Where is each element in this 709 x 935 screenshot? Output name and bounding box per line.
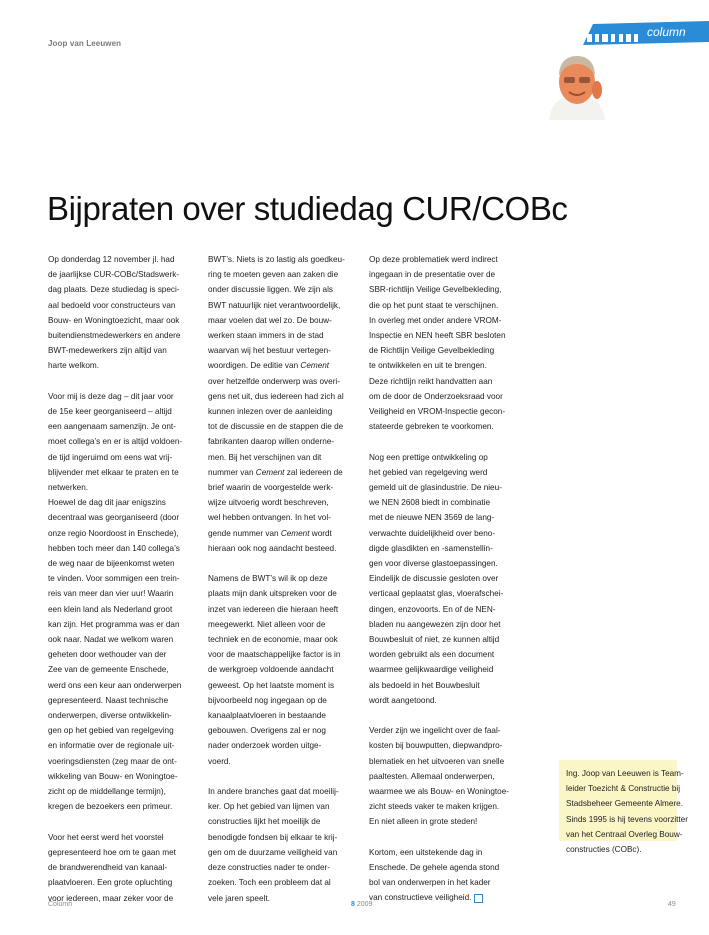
bio-line: van het Centraal Overleg Bouw- xyxy=(566,829,683,839)
text-line: buitendienstmedewerkers en andere xyxy=(48,331,181,341)
text-line: zoeken. Toch een probleem dat al xyxy=(208,878,331,888)
text-line: In andere branches gaat dat moeilij- xyxy=(208,787,339,797)
text-line: bijvoorbeeld nog ingegaan op de xyxy=(208,695,327,705)
bio-line: constructies (COBc). xyxy=(566,845,642,855)
text-line: waarmee we als Bouw- en Woningtoe- xyxy=(369,787,510,797)
text-line: bladen nu aangewezen zijn door het xyxy=(369,619,501,629)
page-number: 49 xyxy=(668,901,676,908)
text-line: stateerde gebreken te voorkomen. xyxy=(369,422,494,432)
text-line: dag plaats. Deze studiedag is speci- xyxy=(48,285,180,295)
text-line: ring te moeten geven aan zaken die xyxy=(208,270,339,280)
text-line: benodigde fondsen bij elkaar te krij- xyxy=(208,832,338,842)
text-line: onderwerpen, diverse ontwikkelin- xyxy=(48,711,172,721)
text-line: gen om de duurzame veiligheid van xyxy=(208,847,338,857)
text-line: we NEN 2608 biedt in combinatie xyxy=(369,498,491,508)
text-line: hieraan ook nog aandacht besteed. xyxy=(208,543,337,553)
text-line: over hetzelfde onderwerp was overi- xyxy=(208,376,340,386)
author-photo xyxy=(547,52,607,120)
bio-line: Sinds 1995 is hij tevens voorzitter xyxy=(566,814,688,824)
text-line: werd ons een keur aan onderwerpen xyxy=(48,680,182,690)
text-line: worden gebruikt als een document xyxy=(369,650,495,660)
text-line: kregen de bezoekers een primeur. xyxy=(48,802,173,812)
text-line: men. Bij het verschijnen van dit xyxy=(208,452,322,462)
paragraph xyxy=(369,450,521,708)
text-line: gen op het gebied van regelgeving xyxy=(48,726,174,736)
text-line: harte welkom. xyxy=(48,361,99,371)
text-line: nummer van Cement zal iedereen de xyxy=(208,467,343,477)
text-line: zicht op de middellange termijn), xyxy=(48,787,166,797)
text-line: een klein land als Nederland groot xyxy=(48,604,173,614)
text-line: Op donderdag 12 november jl. had xyxy=(48,255,175,264)
text-line: voor iedereen, maar zeker voor de xyxy=(48,893,174,903)
text-line: wordt aangetoond. xyxy=(369,695,437,705)
issue-year: 2009 xyxy=(356,901,373,908)
paragraph xyxy=(208,571,358,769)
text-line: wijze uitvoerig wordt beschreven, xyxy=(208,498,329,508)
text-column-2 xyxy=(208,252,358,906)
text-column-1 xyxy=(48,252,198,906)
text-line: om de door de Onderzoeksraad voor xyxy=(369,391,503,401)
text-line: decentraal was georganiseerd (door xyxy=(48,513,180,523)
text-line: de Richtlijn Veilige Gevelbekleding xyxy=(369,346,495,356)
article-title: Bijpraten over studiedag CUR/COBc xyxy=(47,190,568,227)
author-bio-box xyxy=(559,760,688,855)
text-line: Deze richtlijn reikt handvatten aan xyxy=(369,376,493,386)
footer-issue xyxy=(351,901,372,908)
text-line: hebben toch meer dan 140 collega’s xyxy=(48,543,180,553)
text-line: aal bedoeld voor constructeurs van xyxy=(48,300,176,310)
text-line: In overleg met onder andere VROM- xyxy=(369,315,502,325)
text-line: meegewerkt. Niet alleen voor de xyxy=(208,619,326,629)
text-line: Namens de BWT’s wil ik op deze xyxy=(208,574,328,584)
text-line: Eindelijk de discussie gesloten over xyxy=(369,574,499,584)
text-line: nader onderzoek worden uitge- xyxy=(208,741,322,751)
author-name: Joop van Leeuwen xyxy=(48,39,122,48)
text-line: gemeld uit de glasindustrie. De nieu- xyxy=(369,483,502,493)
text-line: te vinden. Voor sommigen een trein- xyxy=(48,574,180,584)
text-line: Op deze problematiek werd indirect xyxy=(369,255,498,264)
text-line: van constructieve veiligheid. xyxy=(369,890,521,905)
text-line: ingegaan in de presentatie over de xyxy=(369,270,496,280)
text-line: te ontwikkelen en uit te brengen. xyxy=(369,361,487,371)
text-line: plaatvloeren. Een grote opluchting xyxy=(48,878,173,888)
text-line: het gebied van regelgeving werd xyxy=(369,467,488,477)
text-line: met de nieuwe NEN 3569 de lang- xyxy=(369,513,495,523)
paragraph xyxy=(48,830,198,906)
text-line: kunnen inlezen over de aanleiding xyxy=(208,407,333,417)
text-line: Kortom, een uitstekende dag in xyxy=(369,847,483,857)
text-line: constructies lijkt het moeilijk de xyxy=(208,817,321,827)
section-label: column xyxy=(647,25,686,39)
text-line: gens net uit, dus iedereen had zich al xyxy=(208,391,344,401)
footer-section: Column xyxy=(48,901,73,908)
text-line: plaats mijn dank uitspreken voor de xyxy=(208,589,337,599)
end-mark-icon xyxy=(474,894,483,903)
text-line: als bedoeld in het Bouwbesluit xyxy=(369,680,480,690)
text-line: gende nummer van Cement wordt xyxy=(208,528,332,538)
text-line: geheten door wethouder van der xyxy=(48,650,167,660)
text-line: die op het punt staat te verschijnen. xyxy=(369,300,499,310)
text-line: En niet alleen in grote steden! xyxy=(369,817,478,827)
text-line: ker. Op het gebied van lijmen van xyxy=(208,802,330,812)
text-line: fabrikanten daarop willen onderne- xyxy=(208,437,335,447)
text-line: de weg naar de bijeenkomst weten xyxy=(48,559,175,569)
text-line: voerd. xyxy=(208,756,231,766)
text-line: verwachte duidelijkheid over beno- xyxy=(369,528,496,538)
text-line: Bouw- en Woningtoezicht, maar ook xyxy=(48,315,180,325)
text-line: geweest. Op het laatste moment is xyxy=(208,680,335,690)
text-line: BWT-medewerkers zijn altijd van xyxy=(48,346,167,356)
paragraph xyxy=(208,784,358,906)
text-line: verticaal geplaatst glas, vloerafschei- xyxy=(369,589,504,599)
text-line: BWT natuurlijk niet verantwoordelijk, xyxy=(208,300,341,310)
text-line: Voor mij is deze dag – dit jaar voor xyxy=(48,391,174,401)
text-line: bol van onderwerpen in het kader xyxy=(369,878,491,888)
text-line: Veiligheid en VROM-Inspectie gecon- xyxy=(369,407,506,417)
text-line: waarvan wij het bestuur vertegen- xyxy=(208,346,331,356)
text-line: Hoewel de dag dit jaar enigszins xyxy=(48,498,166,508)
text-line: Bouwbesluit of niet, ze kunnen altijd xyxy=(369,635,500,645)
text-line: woordigen. De editie van Cement xyxy=(208,361,330,371)
text-line: Verder zijn we ingelicht over de faal- xyxy=(369,726,501,736)
text-line: en informatie over de regionale uit- xyxy=(48,741,175,751)
text-line: blematiek en het uitvoeren van snelle xyxy=(369,756,505,766)
text-line: de tijd ingeruimd om eens wat vrij- xyxy=(48,452,173,462)
text-line: netwerken. xyxy=(48,483,89,493)
paragraph xyxy=(369,723,521,829)
text-line: gepresenteerd hoe om te gaan met xyxy=(48,847,176,857)
text-line: Zee van de gemeente Enschede, xyxy=(48,665,169,675)
bio-line: Ing. Joop van Leeuwen is Team- xyxy=(566,769,684,778)
text-line: gen voor diverse glastoepassingen. xyxy=(369,559,498,569)
text-column-3 xyxy=(369,252,521,906)
text-line: werken staan immers in de stad xyxy=(208,331,324,341)
text-line: Inspectie en NEN heeft SBR besloten xyxy=(369,331,506,341)
paragraph xyxy=(369,845,521,906)
text-line: de brandwerendheid van kanaal- xyxy=(48,863,168,873)
text-line: SBR-richtlijn Veilige Gevelbekleding, xyxy=(369,285,502,295)
text-line: de jaarlijkse CUR-COBc/Stadswerk- xyxy=(48,270,180,280)
paragraph xyxy=(369,252,521,434)
text-line: moet collega’s en er is altijd voldoen- xyxy=(48,437,183,447)
text-line: digde glasdikten en -samenstellin- xyxy=(369,543,493,553)
text-line: een aangenaam samenzijn. Je ont- xyxy=(48,422,176,432)
text-line: onder discussie liggen. We zijn als xyxy=(208,285,333,295)
text-line: Nog een prettige ontwikkeling op xyxy=(369,452,488,462)
text-line: voor de maatschappelijke factor is in xyxy=(208,650,341,660)
text-line: kanaalplaatvloeren in bestaande xyxy=(208,711,326,721)
text-line: paaltesten. Allemaal onderwerpen, xyxy=(369,771,495,781)
issue-number: 8 xyxy=(351,901,355,908)
text-line: Voor het eerst werd het voorstel xyxy=(48,832,164,842)
text-line: waarmee gelijkwaardige veiligheid xyxy=(369,665,494,675)
text-line: zicht steeds vaker te maken krijgen. xyxy=(369,802,500,812)
text-line: dingen, enzovoorts. En of de NEN- xyxy=(369,604,496,614)
text-line: wel hebben ontvangen. In het vol- xyxy=(208,513,331,523)
paragraph xyxy=(48,389,198,815)
paragraph xyxy=(48,252,198,374)
text-line: techniek en de economie, maar ook xyxy=(208,635,338,645)
text-line: kosten bij bouwputten, diepwandpro- xyxy=(369,741,503,751)
text-line: BWT’s. Niets is zo lastig als goedkeu- xyxy=(208,255,345,264)
text-line: de 15e keer georganiseerd – altijd xyxy=(48,407,172,417)
text-line: kan zijn. Het programma was er dan xyxy=(48,619,180,629)
text-line: voeringsdiensten (zeg maar de ont- xyxy=(48,756,177,766)
text-line: reis van meer dan vier uur! Waarin xyxy=(48,589,174,599)
text-line: ook naar. Nadat we welkom waren xyxy=(48,635,174,645)
text-line: wikkeling van Bouw- en Woningtoe- xyxy=(48,771,178,781)
text-line: deze constructies nader te onder- xyxy=(208,863,330,873)
column-logo xyxy=(583,20,709,46)
text-line: maar voelen dat wel zo. De bouw- xyxy=(208,315,332,325)
text-line: tot de discussie en de stappen die de xyxy=(208,422,344,432)
paragraph xyxy=(208,252,358,556)
text-line: Enschede. De gehele agenda stond xyxy=(369,863,500,873)
bio-line: leider Toezicht & Constructie bij xyxy=(566,784,681,794)
text-line: inzet van iedereen die hieraan heeft xyxy=(208,604,339,614)
text-line: gepresenteerd. Naast technische xyxy=(48,695,169,705)
text-line: blijvender met elkaar te praten en te xyxy=(48,467,179,477)
text-line: brief waarin de voorgestelde werk- xyxy=(208,483,334,493)
text-line: vele jaren speelt. xyxy=(208,893,270,903)
text-line: de werkgroep voldoende aandacht xyxy=(208,665,334,675)
text-line: onze regio Noordoost in Enschede), xyxy=(48,528,179,538)
text-line: gebouwen. Overigens zal er nog xyxy=(208,726,326,736)
bio-line: Stadsbeheer Gemeente Almere. xyxy=(566,799,683,809)
